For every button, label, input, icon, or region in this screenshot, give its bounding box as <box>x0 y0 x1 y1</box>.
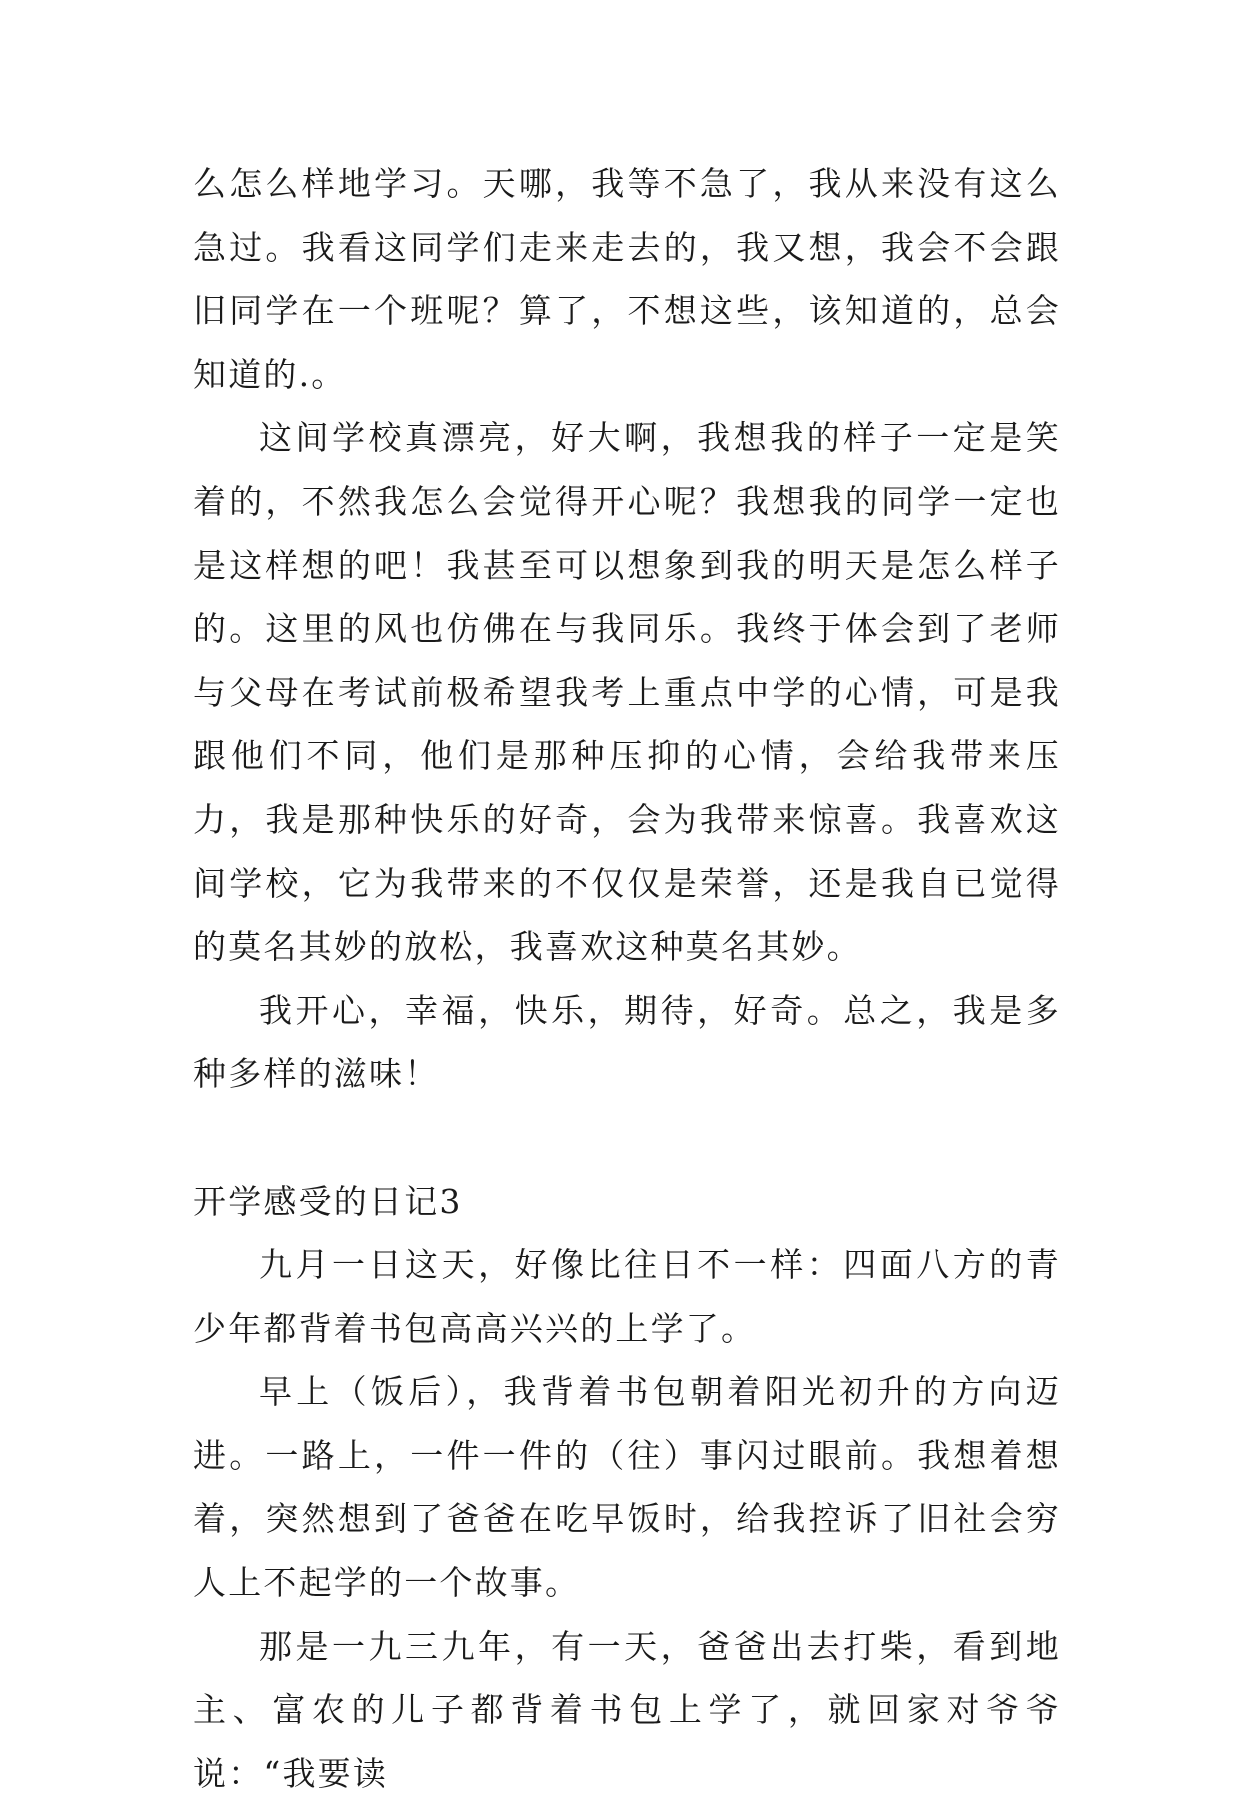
paragraph-feelings-summary: 我开心，幸福，快乐，期待，好奇。总之，我是多种多样的滋味！ <box>193 990 1061 1094</box>
paragraph-morning-walk: 早上（饭后），我背着书包朝着阳光初升的方向迈进。一路上，一件一件的（往）事闪过眼前。我想着想着，突然想到了爸爸在吃早饭时，给我控诉了旧社会穷人上不起学的一个故事。 <box>193 1372 1061 1603</box>
paragraph-father-story: 那是一九三九年，有一天，爸爸出去打柴，看到地主、富农的儿子都背着书包上学了，就回家对爷爷说：“我要读 <box>193 1626 1061 1793</box>
section-spacer <box>193 1106 1061 1170</box>
paragraph-september-first: 九月一日这天，好像比往日不一样：四面八方的青少年都背着书包高高兴兴的上学了。 <box>193 1245 1061 1348</box>
paragraph-school-description: 这间学校真漂亮，好大啊，我想我的样子一定是笑着的，不然我怎么会觉得开心呢？我想我的同学一定也是这样想的吧！我甚至可以想象到我的明天是怎么样子的。这里的风也仿佛在与我同乐。我终于体会到了老师与父母在考试前极希望我考上重点中学的心情，可是我跟他们不同，他们是那种压抑的心情，会给我带来压力，我是那种快乐的好奇，会为我带来惊喜。我喜欢这间学校，它为我带来的不仅仅是荣誉，还是我自已觉得的莫名其妙的放松，我喜欢这种莫名其妙。 <box>193 418 1061 967</box>
paragraph-continuation: 么怎么样地学习。天哪，我等不急了，我从来没有这么急过。我看这同学们走来走去的，我又想，我会不会跟旧同学在一个班呢？算了，不想这些，该知道的，总会知道的.。 <box>193 164 1061 394</box>
document-body <box>193 152 1061 1805</box>
section-title: 开学感受的日记3 <box>193 1181 463 1221</box>
